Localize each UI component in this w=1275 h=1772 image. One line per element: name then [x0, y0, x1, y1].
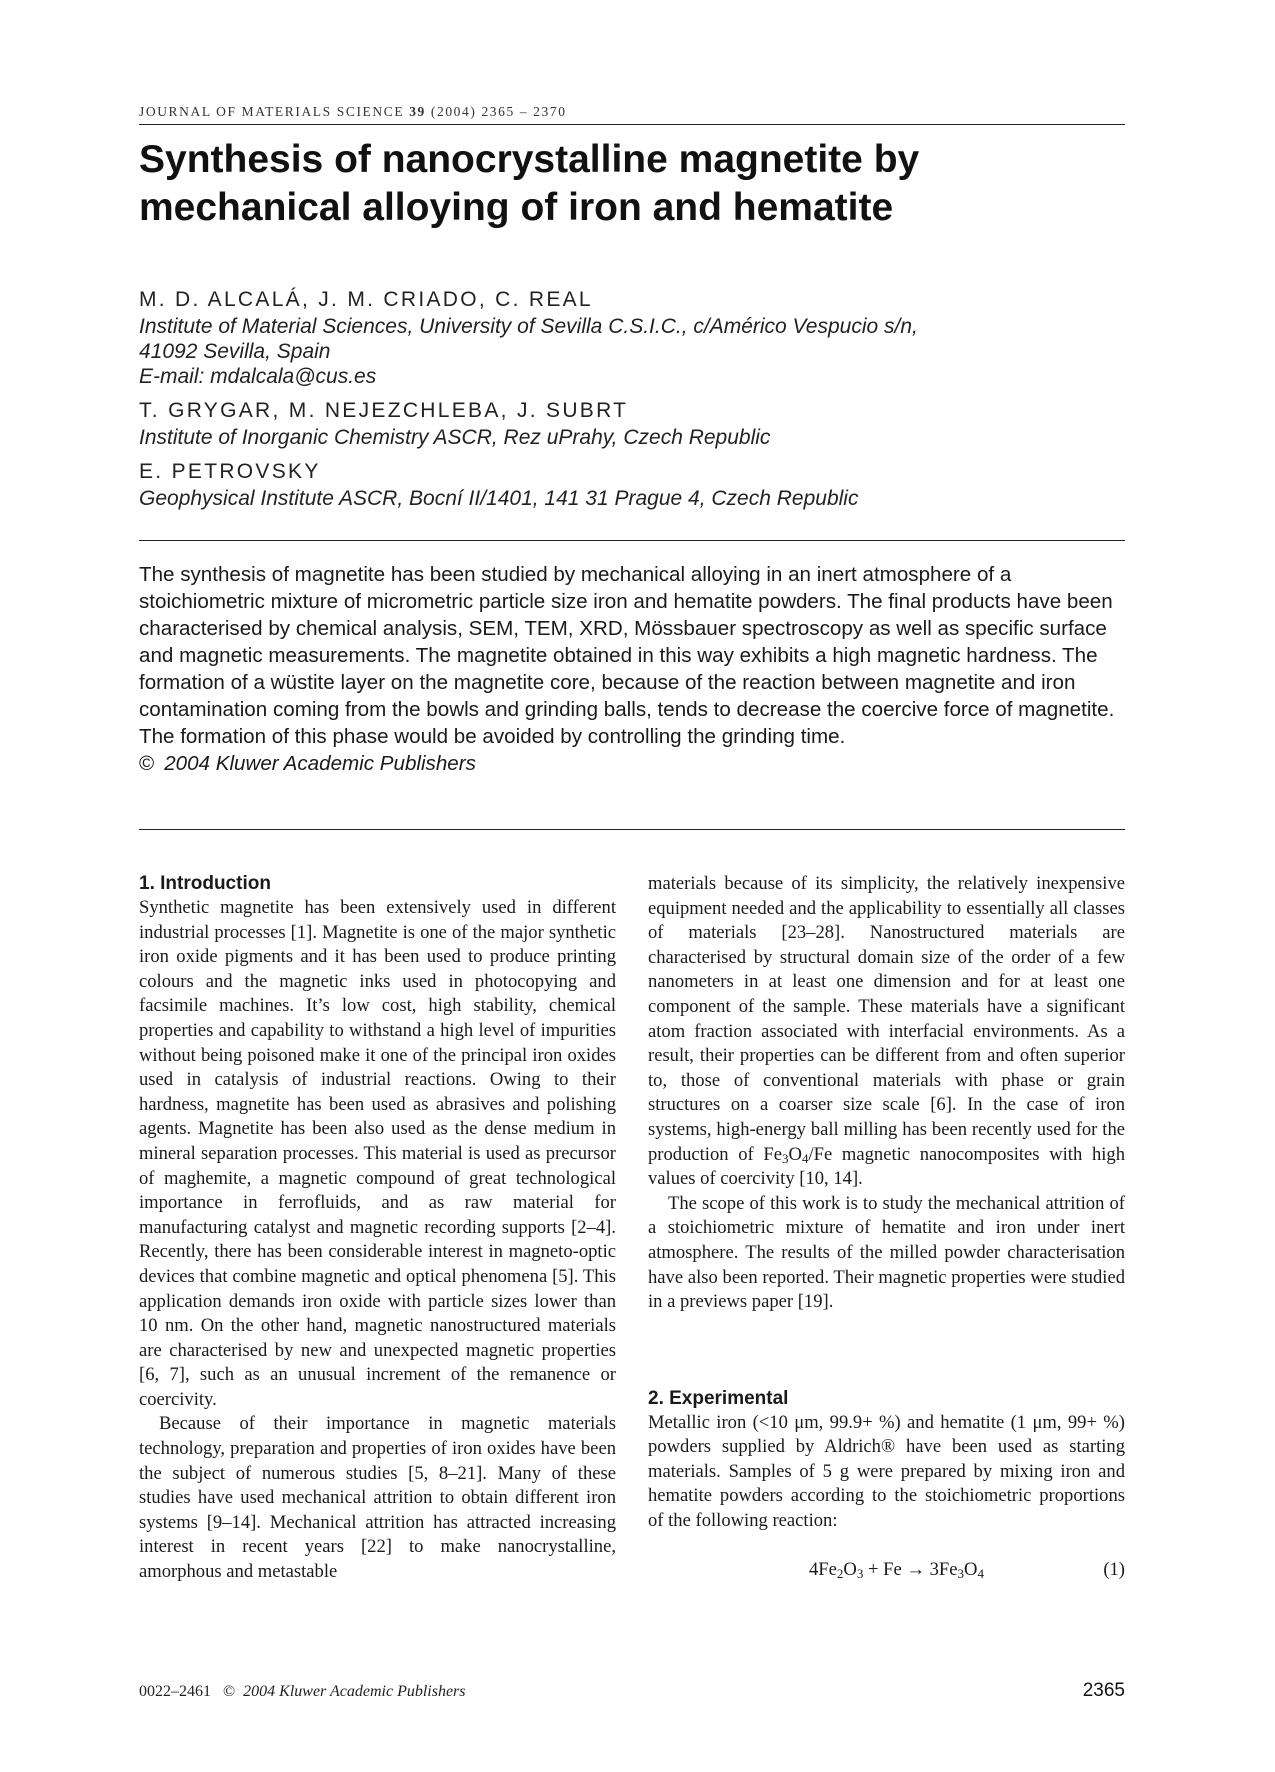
eq-subscript: 2	[836, 1566, 844, 1582]
subscript: 3	[782, 1150, 789, 1166]
journal-year-pages: (2004) 2365 – 2370	[430, 104, 567, 119]
text-run: /Fe magnetic nanocomposites with high values of coercivity [10, 14].	[648, 1143, 1126, 1190]
equation-body	[648, 1558, 1085, 1583]
journal-volume: 39	[409, 104, 426, 119]
eq-term: O	[964, 1559, 978, 1581]
issn: 0022–2461	[139, 1683, 211, 1700]
author-group-3	[139, 458, 1125, 511]
author-names: T. GRYGAR, M. NEJEZCHLEBA, J. SUBRT	[139, 399, 629, 422]
abstract-top-rule	[139, 540, 1125, 541]
affiliation-line: Institute of Material Sciences, University of Sevilla C.S.I.C., c/Américo Vespucio s/n,	[139, 315, 918, 338]
author-block	[139, 286, 1125, 519]
eq-term: + Fe → 3Fe	[863, 1559, 958, 1581]
title-line-1: Synthesis of nanocrystalline magnetite by	[139, 138, 920, 181]
intro-paragraph-3	[648, 872, 1125, 1192]
intro-paragraph-4: The scope of this work is to study the mechanical attrition of a stoichiometric mixture of hematite and iron under inert atmosphere. The results of the milled powder characterisation have also been reported. Their magnetic properties were studied in a previews paper [19].	[648, 1192, 1125, 1313]
page-footer	[139, 1680, 1125, 1706]
email-line: E-mail: mdalcala@cus.es	[139, 365, 377, 388]
text-run: O	[788, 1143, 802, 1165]
journal-page	[139, 0, 1125, 1772]
affiliation-line: Geophysical Institute ASCR, Bocní II/1401, 141 31 Prague 4, Czech Republic	[139, 487, 859, 510]
experimental-paragraph-1: Metallic iron (<10 μm, 99.9+ %) and hematite (1 μm, 99+ %) powders supplied by Aldrich® have been used as starting materials. Samples of 5 g were prepared by mixing iron and hematite powders according to the stoichiometric proportions of the following reaction:	[648, 1411, 1125, 1532]
affiliation-line: 41092 Sevilla, Spain	[139, 340, 331, 363]
left-column	[139, 872, 616, 1585]
equation-number: (1)	[1103, 1559, 1125, 1581]
eq-subscript: 3	[957, 1566, 965, 1582]
article-title	[139, 136, 1125, 232]
abstract-text: The synthesis of magnetite has been studied by mechanical alloying in an inert atmosphere of a stoichiometric mixture of micrometric particle size iron and hematite powders. The final products have been characterised by chemical analysis, SEM, TEM, XRD, Mössbauer spectroscopy as well as specific surface and magnetic measurements. The magnetite obtained in this way exhibits a high magnetic hardness. The formation of a wüstite layer on the magnetite core, because of the reaction between magnetite and iron contamination coming from the bowls and grinding balls, tends to decrease the coercive force of magnetite. The formation of this phase would be avoided by controlling the grinding time.	[139, 563, 1115, 748]
experimental-heading: 2. Experimental	[648, 1387, 789, 1409]
abstract-copyright	[139, 750, 1125, 777]
eq-subscript: 4	[977, 1566, 984, 1582]
footer-citation	[139, 1683, 466, 1701]
text-run: materials because of its simplicity, the relatively inexpensive equipment needed and the applicability to essentially all classes of materials [23–28]. Nanostructured materials are characterised by structural domain size of the order of a few nanometers in at least one dimension and for at least one component of the sample. These materials have a significant atom fraction associated with interfacial environments. As a result, their properties can be different from and often superior to, those of conventional materials with phase or grain structures on a coarser size scale [6]. In the case of iron systems, high-energy ball milling has been recently used for the production of Fe	[648, 873, 1125, 1165]
intro-paragraph-2: Because of their importance in magnetic materials technology, preparation and properties of iron oxides have been the subject of numerous studies [5, 8–21]. Many of these studies have used mechanical attrition to obtain different iron systems [9–14]. Mechanical attrition has attracted increasing interest in recent years [22] to make nanocrystalline, amorphous and metastable	[139, 1413, 616, 1583]
eq-term: 4Fe	[809, 1559, 837, 1581]
eq-term: O	[843, 1559, 857, 1581]
intro-paragraph-1: Synthetic magnetite has been extensively used in different industrial processes [1]. Magnetite is one of the major synthetic iron oxide pigments and it has been used to produce printing colours and the magnetic inks used in photocopying and facsimile machines. It’s low cost, high stability, chemical properties and capability to withstand a high level of impurities without being poisoned make it one of the principal iron oxides used in catalysis of industrial reactions. Owing to their hardness, magnetite has been used as abrasives and polishing agents. Magnetite has been also used as the dense medium in mineral separation processes. This material is used as precursor of maghemite, a magnetic compound of great technological importance in ferrofluids, and as raw material for manufacturing catalyst and magnetic recording supports [2–4]. Recently, there has been considerable interest in magneto-optic devices that combine magnetic and optical phenomena [5]. This application demands iron oxide with particle sizes lower than 10 nm. On the other hand, magnetic nanostructured materials are characterised by new and unexpected magnetic properties [6, 7], such as an unusual increment of the remanence or coercivity.	[139, 897, 616, 1410]
introduction-heading: 1. Introduction	[139, 873, 271, 894]
abstract-bottom-rule	[139, 829, 1125, 830]
section-spacer	[648, 1315, 1125, 1387]
running-head	[139, 104, 1125, 125]
author-names: E. PETROVSKY	[139, 460, 321, 483]
eq-subscript: 3	[856, 1566, 864, 1582]
abstract	[139, 561, 1125, 777]
author-group-1	[139, 286, 1125, 389]
journal-name: JOURNAL OF MATERIALS SCIENCE	[139, 104, 405, 119]
author-group-2	[139, 397, 1125, 450]
page-number: 2365	[1082, 1680, 1125, 1701]
author-names: M. D. ALCALÁ, J. M. CRIADO, C. REAL	[139, 288, 593, 311]
copyright-symbol: ©	[139, 752, 155, 775]
copyright-text: 2004 Kluwer Academic Publishers	[164, 752, 476, 775]
affiliation-line: Institute of Inorganic Chemistry ASCR, Rez uPrahy, Czech Republic	[139, 426, 771, 449]
equation-1	[648, 1556, 1125, 1586]
subscript: 4	[801, 1150, 809, 1166]
footer-publisher: 2004 Kluwer Academic Publishers	[243, 1683, 466, 1700]
copyright-symbol: ©	[223, 1683, 236, 1700]
right-column	[648, 872, 1125, 1586]
title-line-2: mechanical alloying of iron and hematite	[139, 186, 894, 229]
